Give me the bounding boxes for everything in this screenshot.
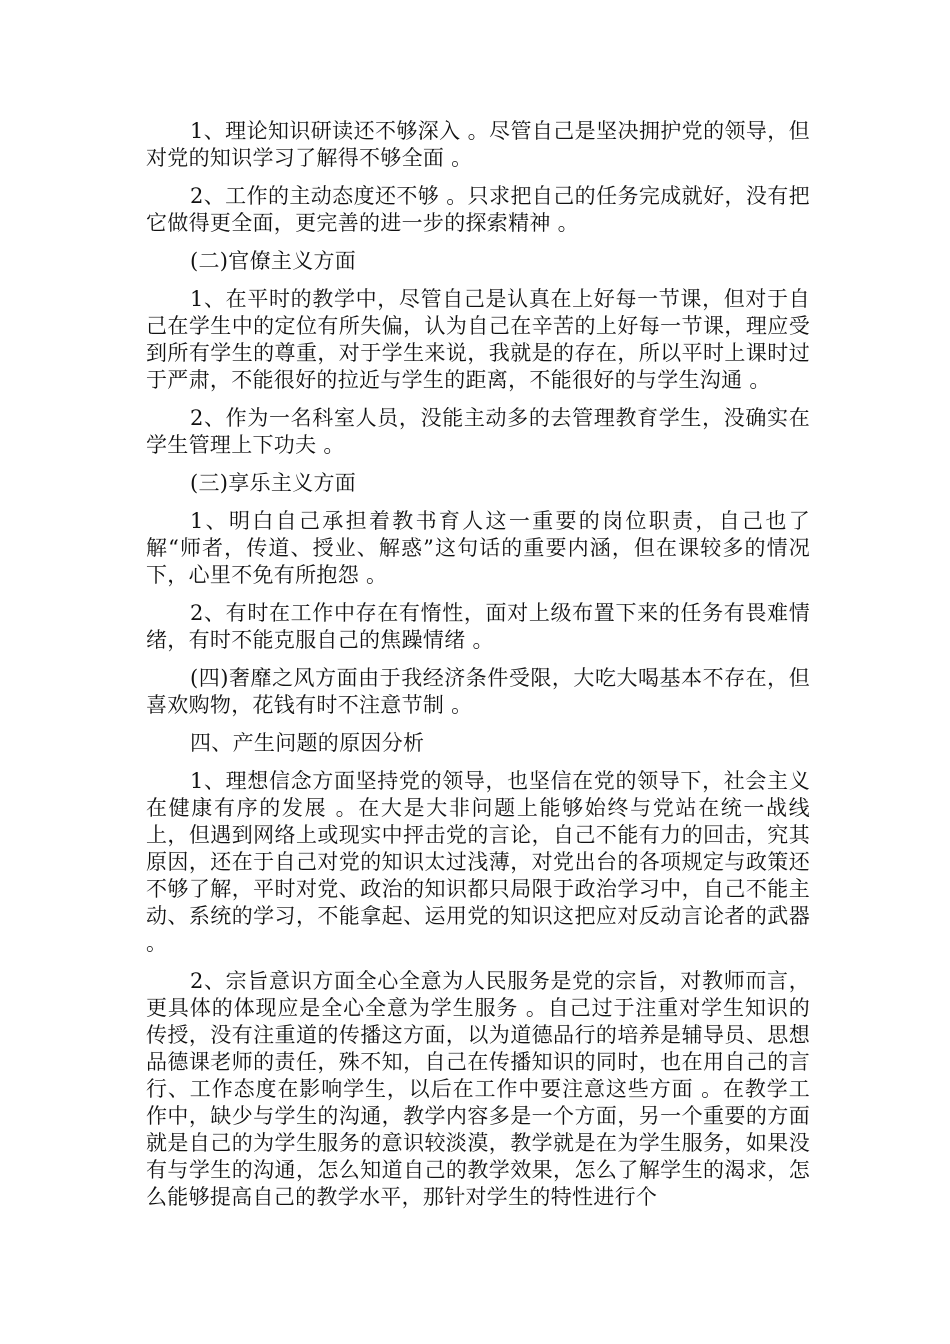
- paragraph-extravagance: (四)奢靡之风方面由于我经济条件受限，大吃大喝基本不存在，但喜欢购物，花钱有时不注意节制 。: [146, 666, 810, 717]
- paragraph-student-management: 2、作为一名科室人员，没能主动多的去管理教育学生，没确实在学生管理上下功夫 。: [146, 406, 810, 457]
- paragraph-inertia: 2、有时在工作中存在有惰性，面对上级布置下来的任务有畏难情绪，有时不能克服自己的焦躁情绪 。: [146, 601, 810, 652]
- section-heading-bureaucratism: (二)官僚主义方面: [190, 249, 357, 273]
- paragraph-work-initiative: 2、工作的主动态度还不够 。只求把自己的任务完成就好，没有把它做得更全面，更完善的进一步的探索精神 。: [146, 184, 810, 235]
- section-heading-cause-analysis: 四、产生问题的原因分析: [190, 731, 425, 755]
- paragraph-ideals-beliefs: 1、理想信念方面坚持党的领导，也坚信在党的领导下，社会主义在健康有序的发展 。在大是大非问题上能够始终与党站在统一战线上，但遇到网络上或现实中抨击党的言论，自己不能有力的回击，究其原因，还在于自己对党的知识太过浅薄，对党出台的各项规定与政策还不够了解，平时对党、政治的知识都只局限于政治学习中，自己不能主动、系统的学习，不能拿起、运用党的知识这把应对反动言论者的武器 。: [146, 769, 810, 955]
- paragraph-teaching-positioning: 1、在平时的教学中，尽管自己是认真在上好每一节课，但对于自己在学生中的定位有所失偏，认为自己在辛苦的上好每一节课，理应受到所有学生的尊重，对于学生来说，我就是的存在，所以平时上课时过于严肃，不能很好的拉近与学生的距离，不能很好的与学生沟通 。: [146, 287, 810, 392]
- document-page: [146, 118, 810, 1222]
- paragraph-theory-knowledge: 1、理论知识研读还不够深入 。尽管自己是坚决拥护党的领导，但对党的知识学习了解得不够全面 。: [146, 119, 810, 170]
- section-heading-hedonism: (三)享乐主义方面: [190, 471, 357, 495]
- paragraph-teaching-duty: 1、明白自己承担着教书育人这一重要的岗位职责，自己也了解“师者，传道、授业、解惑”这句话的重要内涵，但在课较多的情况下，心里不免有所抱怨 。: [146, 509, 810, 587]
- paragraph-purpose-awareness: 2、宗旨意识方面全心全意为人民服务是党的宗旨，对教师而言，更具体的体现应是全心全意为学生服务 。自己过于注重对学生知识的传授，没有注重道的传播这方面，以为道德品行的培养是辅导员、思想品德课老师的责任，殊不知，自己在传播知识的同时，也在用自己的言行、工作态度在影响学生，以后在工作中要注意这些方面 。在教学工作中，缺少与学生的沟通，教学内容多是一个方面，另一个重要的方面就是自己的为学生服务的意识较淡漠，教学就是在为学生服务，如果没有与学生的沟通，怎么知道自己的教学效果，怎么了解学生的渴求，怎么能够提高自己的教学水平，那针对学生的特性进行个: [146, 969, 810, 1209]
